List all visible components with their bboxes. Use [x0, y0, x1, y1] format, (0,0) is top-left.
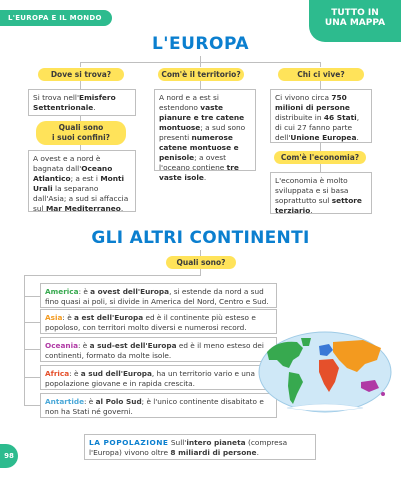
- connector: [80, 62, 81, 67]
- page-number: 98: [0, 444, 18, 468]
- connector: [24, 296, 40, 297]
- continent-oceania: Oceania: è a sud-est dell'Europa ed è il meno esteso dei continenti, formato da molte isole.: [40, 337, 277, 362]
- box-territory: A nord e a est si estendono vaste pianure e tre catene montuose; a sud sono presenti numerose catene montuose e penisole; a ovest l'oceano contiene tre vaste isole.: [154, 89, 256, 171]
- map-new-zealand: [381, 392, 385, 396]
- connector: [200, 81, 201, 89]
- title-continents: GLI ALTRI CONTINENTI: [91, 228, 310, 248]
- box-location: Si trova nell'Emisfero Settentrionale.: [28, 89, 136, 116]
- population-label: LA POPOLAZIONE: [89, 438, 169, 447]
- box-population-europe: Ci vivono circa 750 milioni di persone distribuite in 46 Stati, di cui 27 fanno parte dell'Unione Europea.: [270, 89, 372, 143]
- continent-name: America: [45, 287, 79, 296]
- box-borders: A ovest e a nord è bagnata dall'Oceano Atlantico; a est i Monti Urali la separano dall'Asia; a sud si affaccia sul Mar Mediterraneo.: [28, 150, 136, 212]
- continent-africa: Africa: è a sud dell'Europa, ha un territorio vario e una popolazione giovane e in rapida crescita.: [40, 365, 277, 390]
- connector: [24, 275, 201, 276]
- question-borders: Quali sono i suoi confini?: [36, 121, 126, 145]
- connector: [24, 377, 40, 378]
- question-which: Quali sono?: [166, 256, 236, 269]
- continent-name: Oceania: [45, 341, 79, 350]
- connector: [24, 322, 40, 323]
- continent-america: America: è a ovest dell'Europa, si estende da nord a sud fino quasi ai poli, si divide in America del Nord, Centro e Sud.: [40, 283, 277, 308]
- connector: [200, 62, 201, 67]
- connector: [320, 164, 321, 172]
- question-economy: Com'è l'economia?: [274, 151, 366, 164]
- connector: [24, 349, 40, 350]
- population-box: LA POPOLAZIONE Sull'intero pianeta (compresa l'Europa) vivono oltre 8 miliardi di persone.: [84, 434, 316, 460]
- question-who: Chi ci vive?: [278, 68, 364, 81]
- connector: [24, 405, 40, 406]
- connector: [320, 143, 321, 151]
- continent-name: Africa: [45, 369, 70, 378]
- corner-tab-line2: UNA MAPPA: [324, 18, 386, 28]
- continent-asia: Asia: è a est dell'Europa ed è il continente più esteso e popoloso, con territori molto diversi e numerosi record.: [40, 309, 277, 334]
- continent-name: Antartide: [45, 397, 85, 406]
- title-europe: L'EUROPA: [151, 34, 250, 54]
- question-territory: Com'è il territorio?: [158, 68, 244, 81]
- box-economy: L'economia è molto sviluppata e si basa soprattutto sul settore terziario.: [270, 172, 372, 214]
- section-tab: L'EUROPA E IL MONDO: [0, 10, 112, 26]
- connector: [80, 81, 81, 89]
- connector: [24, 275, 25, 406]
- continent-antarctica: Antartide: è al Polo Sud; è l'unico continente disabitato e non ha Stati né governi.: [40, 393, 277, 418]
- connector: [320, 62, 321, 67]
- connector: [320, 81, 321, 89]
- world-map: [257, 330, 393, 414]
- continent-name: Asia: [45, 313, 63, 322]
- corner-tab-line1: TUTTO IN: [331, 8, 379, 18]
- question-where: Dove si trova?: [38, 68, 124, 81]
